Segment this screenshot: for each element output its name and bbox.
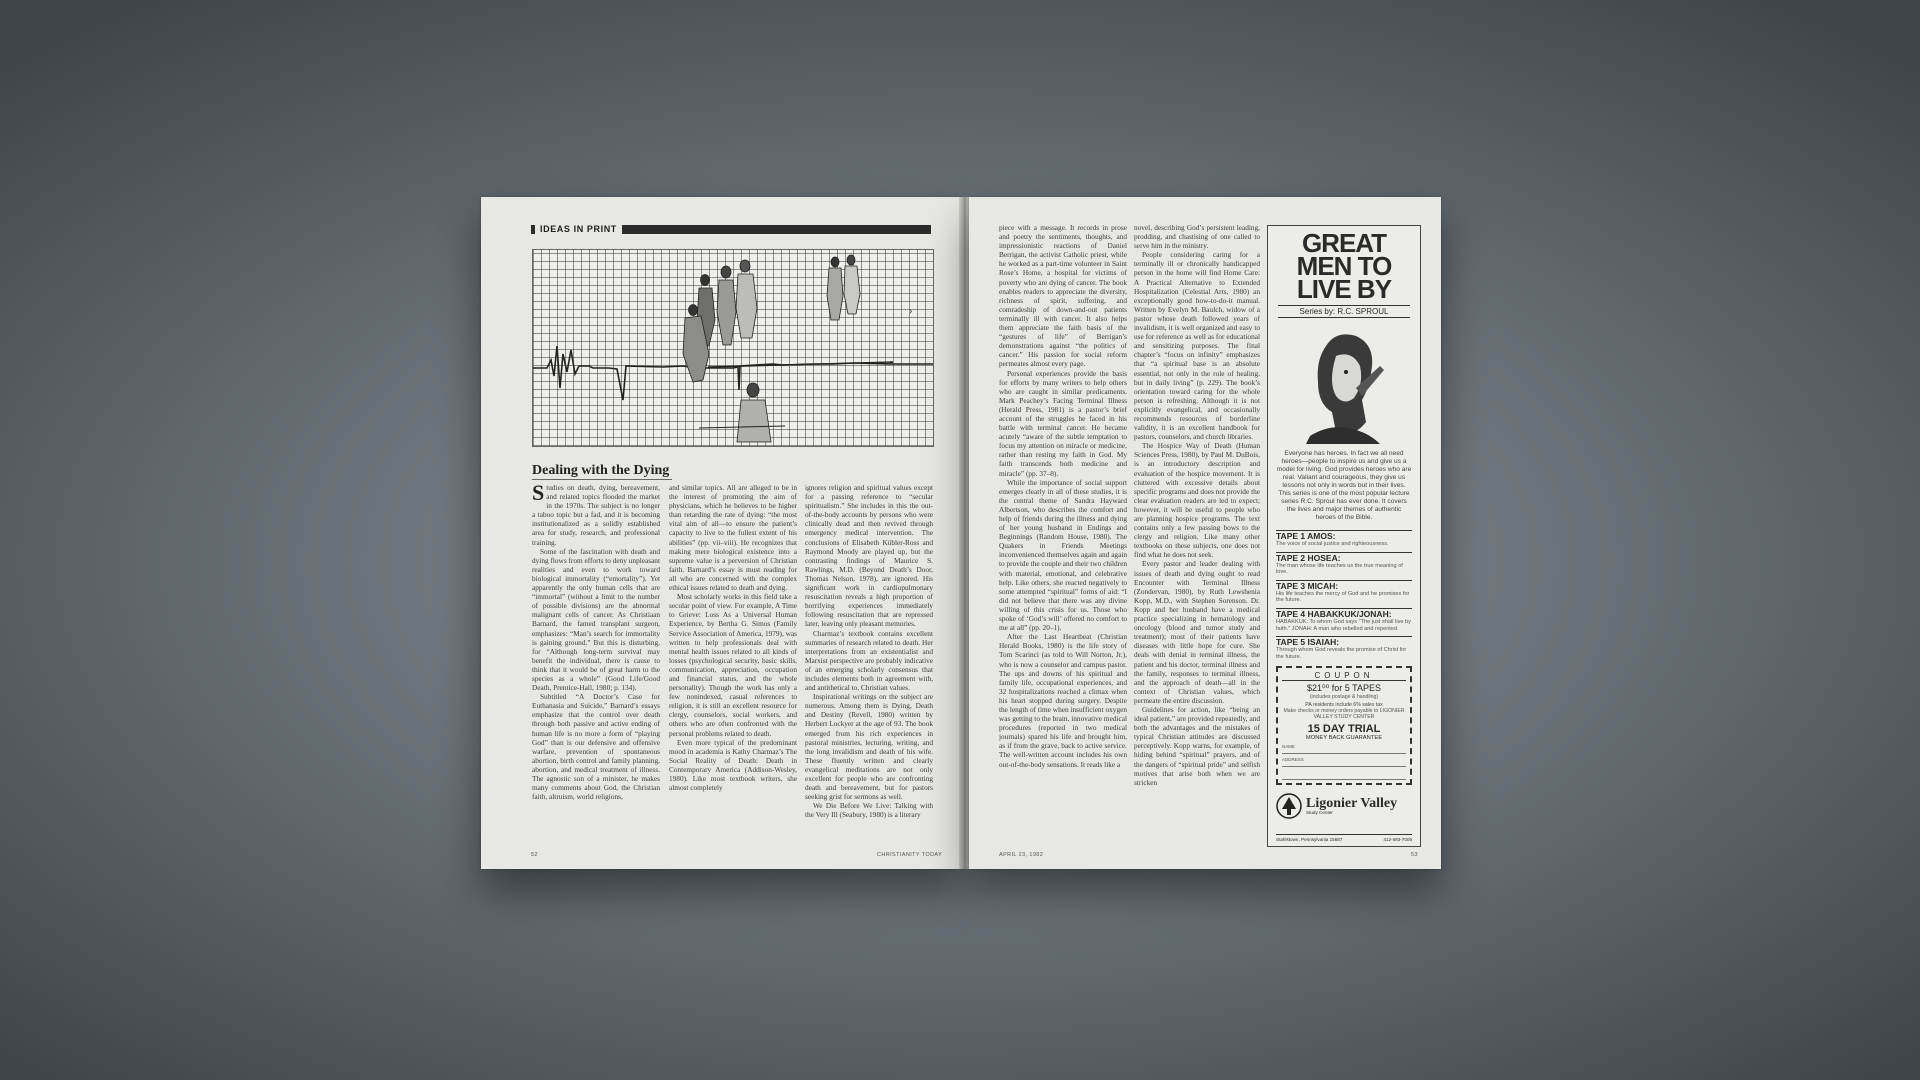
illustration-caret-mark: ›: [909, 306, 913, 317]
grid-illustration: [532, 249, 934, 447]
left-column-3: [805, 483, 933, 843]
publisher-logo: [1276, 793, 1412, 819]
right-column-2: [1134, 223, 1260, 841]
portrait-drawing: [1296, 326, 1392, 444]
tape-description: His life teaches the mercy of God and he promises for the future.: [1276, 590, 1410, 604]
tape-item: [1276, 530, 1412, 548]
paragraph-1-1: [532, 483, 660, 547]
article-title: Dealing with the Dying: [532, 463, 670, 478]
speaker-portrait: [1296, 326, 1392, 444]
paragraph-r2-2: People considering caring for a terminally ill or chronically handicapped person in the home will find Home Care: A Practical Alternative to Extended Hospitalization (Celestial Arts, 1980) an exceptionally good how-to-do-it manual. Written by Evelyn M. Baulch, widow of a pastor whose death followed years of invalidism, it is well organized and easy to use for reference as well as for educational and sensitizing purposes. The final chapter’s “focus on infinity” emphasizes that “a spiritual base is an absolute essential, not only in the role of healing, but in daily living” (p. 229). The book’s orientation toward caring for the whole person is refreshing. Although it is not explicitly evangelical, and occasionally recommends resources of borderline validity, it is an excellent handbook for pastors, counselors, and church libraries.: [1134, 250, 1260, 442]
tape-title: TAPE 3 MICAH:: [1276, 580, 1339, 591]
right-issue-date: APRIL 23, 1982: [999, 852, 1044, 858]
title-rule: [532, 479, 672, 480]
tape-item: [1276, 552, 1412, 576]
tape-title: TAPE 4 HABAKKUK/JONAH:: [1276, 608, 1392, 619]
figure-group-right: [827, 255, 860, 320]
left-column-1: [532, 483, 660, 843]
tape-title: TAPE 5 ISAIAH:: [1276, 637, 1340, 648]
right-page-number: 53: [1411, 852, 1418, 858]
section-label: IDEAS IN PRINT: [535, 224, 622, 235]
coupon-guarantee: MONEY BACK GUARANTEE: [1305, 735, 1383, 742]
tape-title: TAPE 1 AMOS:: [1276, 531, 1336, 541]
paragraph-text: tudies on death, dying, bereavement, and related topics flooded the market in the 1970s. The subject is no longer a taboo topic but a fad, and it is becoming institutionalized as a solidly established area for study, research, and professional training.: [532, 483, 660, 547]
order-coupon: [1276, 666, 1412, 785]
coupon-address-field: ADDRESS: [1282, 757, 1406, 767]
paragraph-r1-2: Personal experiences provide the basis for efforts by many writers to help others who are caught in similar predicaments. Mark Peachey’s Facing Terminal Illness (Herald Press, 1981) is a pastor’s brief account of the struggles he faced in his battle with terminal cancer. He became acutely “aware of the subtle temptation to focus my attention on miracle or medicine, rather than resting my faith in God. My faith transcends both medicine and miracle” (pp. 37–8).: [999, 368, 1127, 478]
ekg-trace: [533, 346, 933, 400]
tape-list: [1276, 530, 1412, 660]
ad-headline-line: MEN TO: [1296, 251, 1392, 281]
section-label-bar: [531, 225, 931, 234]
ad-footer: [1276, 834, 1412, 842]
tree-emblem-icon: [1276, 793, 1302, 819]
tape-description: HABAKKUK: To whom God says "The just shall live by faith." JONAH: A man who rebelled and repented.: [1276, 618, 1411, 632]
paragraph-r1-1: piece with a message. It records in prose and poetry the sentiments, thoughts, and impressionistic reactions of Daniel Berrigan, the activist Catholic priest, while he worked as a part-time volunteer in Saint Rose’s Home, a hospital for victims of poverty who are dying of cancer. The book enables readers to appreciate the diversity, richness of spirit, suffering, and comradeship of down-and-out patients terminally ill with cancer. It also helps them appreciate the faith basis of the “gestures of life” of Berrigan’s demonstrations against “the politics of cancer.” His passion for social reform permeates almost every page.: [999, 223, 1127, 369]
right-page: [969, 197, 1441, 869]
coupon-trial: 15 DAY TRIAL: [1307, 723, 1381, 736]
ad-body-text: Everyone has heroes. In fact we all need heroes—people to inspire us and give us a model for living. God provides heroes who are real. Valiant and courageous, they give us lessons not only in words but in their lives. This series is one of the most popular lecture series R.C. Sproul has ever done. It covers the lives and major themes of authentic heroes of the Bible.: [1276, 450, 1412, 521]
tape-description: The man whose life teaches us the true meaning of love.: [1276, 562, 1403, 576]
paragraph-3-2: Charmaz’s textbook contains excellent summaries of research related to death. Her interpretations from an existentialist and Marxist perspective are probably indicative of an emerging scholarly consensus that includes elements both in agreement with, and antithetical to, Christian values.: [805, 628, 933, 693]
coupon-shipping: (includes postage & handling): [1309, 694, 1379, 701]
paragraph-3-1: ignores religion and spiritual values except for a passing reference to “secular spiritualism.” She includes in this the out-of-the-body accounts by persons who were clinically dead and then revived through emergency medical intervention. The conclusions of Elisabeth Kübler-Ross and Raymond Moody are played up, but the contrasting findings of Maurice S. Rawlings, M.D. (Beyond Death’s Door, Thomas Nelson, 1978), are ignored. His significant work in cardiopulmonary resuscitation reveals a high proportion of horrifying experiences immediately following resuscitation that are repressed later, leaving only pleasant memories.: [805, 483, 933, 629]
tape-item: [1276, 608, 1412, 632]
coupon-title: COUPON: [1282, 671, 1406, 681]
ad-headline-line: LIVE BY: [1296, 274, 1392, 304]
paragraph-2-2: Most scholarly works in this field take a secular point of view. For example, A Time to Grieve: Loss As a Universal Human Experience, by Bertha G. Simos (Family Service Association of America, 1979), was written to help professionals deal with mental health issues related to all kinds of losses (psychological security, basic skills, communication, appreciation, occupation and financial status, and the whole personality). Though the work has only a few nonindexed, casual references to religion, it is still an excellent resource for clergy, counselors, social workers, and others who are often confronted with the personal problems related to death.: [669, 592, 797, 738]
figure-group-center: [697, 260, 757, 346]
right-column-1: [999, 223, 1127, 841]
tape-series-advertisement: [1267, 225, 1421, 847]
paragraph-2-1: and similar topics. All are alleged to be in the interest of promoting the aim of physicians, which he believes to be higher than retarding the rate of dying: “the most vital aim of all—to ensure the patient’s capacity to live to the fullest extent of his abilities” (pp. vii–viii). He recognizes that making mere biological existence into a supreme value is a perversion of Christian faith. Barnard’s essay is must reading for all who are concerned with the complex ethical issues related to death and dying.: [669, 483, 797, 593]
left-page-number: 52: [531, 852, 538, 858]
left-column-2: [669, 483, 797, 843]
ad-headline-line: GREAT: [1301, 228, 1387, 258]
paragraph-1-2: Some of the fascination with death and dying flows from efforts to deny unpleasant realities and even to work toward biological immortality (“emortality”). Yet apparently the only human cells that are “immortal” (without a limit to the number of possible divisions) are the abnormal malignant cells of cancer. As Christiaan Barnard, the famed transplant surgeon, emphasizes: “Man’s search for immortality is gaining ground.” But this is disturbing, for “Although long-term survival may benefit the individual, there is cause to think that it would be of great harm to the species as a whole” (Good Life/Good Death, Prentice-Hall, 1980; p. 134).: [532, 546, 660, 693]
paragraph-1-3: Subtitled “A Doctor’s Case for Euthanasia and Suicide,” Barnard’s essays emphasize that the control over death through both passive and active ending of human life is no more a form of “playing God” than is our defensive and offensive warfare, prevention of spontaneous abortion, birth control and family planning, abortion, and medical treatment of illness. The agnostic son of a minister, he makes many comments about God, the Christian faith, altruism, world religions,: [532, 692, 660, 802]
paragraph-2-3: Even more typical of the predominant mood in academia is Kathy Charmaz’s The Social Reality of Death: Death in Contemporary America (Addison-Wesley, 1980). Like most textbook writers, she almost completely: [669, 737, 797, 793]
paragraph-r1-3: While the importance of social support emerges clearly in all of these studies, it is the central theme of Sandra Hayward Albertson, who describes the comfort and help of friends during the illness and dying of her young husband in Endings and Beginnings (Random House, 1980). The Quakers in Friends Meetings inconvenienced themselves again and again to provide the couple and their two children with material, emotional, and celebrative help. Like others, she reacted negatively to some attempted “spiritual” forms of aid: “I did not believe that there was any divine willing of this crisis for us. Those who spoke of ‘God’s will’ offered no comfort to me at all” (pp. 20–1).: [999, 477, 1127, 633]
logo-name: Ligonier Valley: [1306, 795, 1398, 811]
ad-headline: [1268, 228, 1420, 304]
ad-footer-phone: 412-593-7005: [1383, 837, 1412, 842]
coupon-name-field: NAME: [1282, 744, 1406, 754]
tape-item: [1276, 580, 1412, 604]
paragraph-r2-4: Every pastor and leader dealing with issues of death and dying ought to read Encounter with Terminal Illness (Zondervan, 1980), by Ruth Lewshenia Kopp, M.D., with Stephen Sorenson. Dr. Kopp and her husband have a medical practice specializing in hematology and oncology (blood and tumor study and treatment); most of their patients have diseases with little hope for cure. She deals with denial in terminal illness, the patient and his doctor, terminal illness and the family, responses to terminal illness, and the approach of death—all in the context of Christian values, which permeate the entire discussion.: [1134, 559, 1260, 705]
heartbeat-figures-drawing: [533, 250, 933, 446]
tape-description: Through whom God reveals the promise of Christ for the future.: [1276, 647, 1407, 660]
logo-subtitle: Study Center: [1306, 809, 1333, 815]
drop-cap: S: [532, 483, 545, 505]
paragraph-3-3: Inspirational writings on the subject are numerous. Among them is Dying, Death and Destiny (Revell, 1980) written by Herbert Lockyer at the age of 93. The book emerged from his rich experiences in pastoral ministries, lecturing, writing, and the long invalidism and death of his wife. These fluently written and clearly evangelical meditations are not only excellent for people who are confronting death and bereavement, but for pastors seeking grist for sermons as well.: [805, 692, 933, 802]
coupon-tax: PA residents include 6% sales tax: [1305, 702, 1383, 709]
tape-title: TAPE 2 HOSEA:: [1276, 552, 1341, 563]
ad-footer-address: Stahlstown, Pennsylvania 15687: [1276, 837, 1343, 842]
paragraph-r2-3: The Hospice Way of Death (Human Sciences Press, 1980), by Paul M. DuBois, is an introductory description and evaluation of the hospice movement. It is cluttered with excessive details about specific programs and does not provide the clear evaluation readers are led to expect; however, it will be useful to people who are planning hospice programs. The text contains only a few passing bows to the clergy and religion. Like many other textbooks on these subjects, one does not find what he does not seek.: [1134, 441, 1260, 560]
tape-item: [1276, 636, 1412, 660]
paragraph-3-4: We Die Before We Live: Talking with the Very Ill (Seabury, 1980) is a literary: [805, 801, 933, 820]
coupon-price: $21⁰⁰ for 5 TAPES: [1307, 683, 1381, 694]
ad-series-byline: Series by: R.C. SPROUL: [1278, 305, 1410, 318]
paragraph-r1-4: After the Last Heartbeat (Christian Herald Books, 1980) is the life story of Tom Scarinci (as told to Will Norton, Jr.), who is now a counselor and campus pastor. The ups and downs of his spiritual and family life, occupational experiences, and 32 hospitalizations reached a climax when his heart stopped during surgery. Despite the length of time when insufficient oxygen was getting to the brain, innovative medical procedures (reported in two medical journals) spared his life and brought him, as if from the grave, back to active service. The well-written account includes his own out-of-the-body sensations. It reads like a: [999, 632, 1127, 769]
left-magazine-name: CHRISTIANITY TODAY: [877, 852, 943, 858]
coupon-blank-field: [1282, 770, 1406, 780]
paragraph-r2-5: Guidelines for action, like “being an ideal patient,” are provided repeatedly, and both the advantages and the mistakes of typical Christian attitudes are discussed perceptively. Kopp warns, for example, of hiding behind “spiritual” prayers, and of the dangers of “spiritual pride” and selfish motives that arise both when we are stricken: [1134, 704, 1260, 787]
tape-description: The voice of social justice and righteousness.: [1276, 541, 1389, 547]
paragraph-r2-1: novel, describing God’s persistent leading, prodding, and chastising of one called to serve him in the ministry.: [1134, 223, 1260, 251]
left-page: [481, 197, 961, 869]
coupon-payable: Make checks or money orders payable to LIGONIER VALLEY STUDY CENTER: [1283, 708, 1405, 721]
